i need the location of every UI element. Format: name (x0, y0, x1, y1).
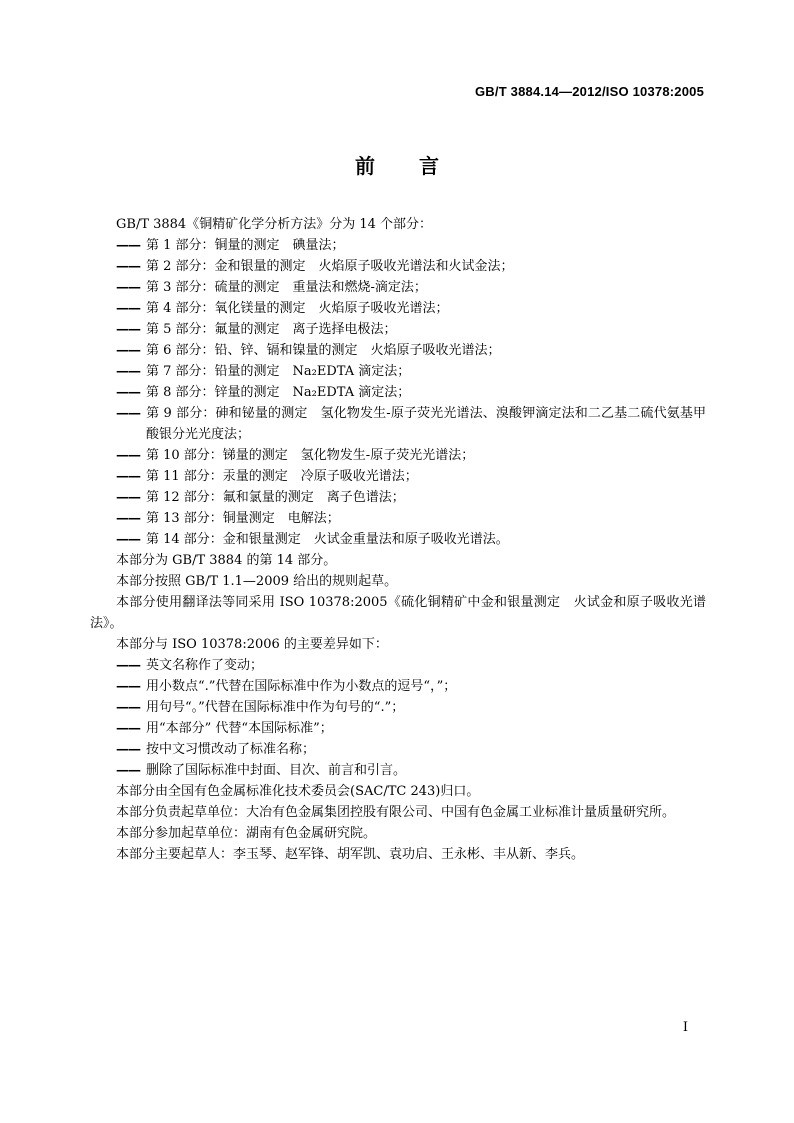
list-item-text: 第 8 部分：锌量的测定 Na₂EDTA 滴定法； (146, 385, 411, 400)
dash-marker: —— (116, 301, 140, 316)
dash-marker: —— (116, 532, 140, 547)
list-item (90, 739, 706, 760)
dash-marker: —— (116, 238, 140, 253)
rules-statement: 本部分按照 GB/T 1.1—2009 给出的规则起草。 (116, 574, 398, 589)
list-item (90, 508, 706, 529)
list-item-text: 第 9 部分：砷和铋量的测定 氢化物发生-原子荧光光谱法、溴酸钾滴定法和二乙基二硫代氨基甲酸银分光光度法； (146, 406, 706, 442)
list-item-text: 用“本部分” 代替“本国际标准”； (146, 721, 333, 736)
list-item (90, 466, 706, 487)
dash-marker: —— (116, 721, 140, 736)
main-drafters-statement: 本部分主要起草人：李玉琴、赵军锋、胡军凯、袁功启、王永彬、丰从新、李兵。 (116, 847, 585, 862)
list-item-text: 第 5 部分：氟量的测定 离子选择电极法； (146, 322, 397, 337)
foreword-body (90, 214, 706, 865)
list-item (90, 760, 706, 781)
list-item (90, 445, 706, 466)
list-item-text: 第 1 部分：铜量的测定 碘量法； (146, 238, 345, 253)
list-item-text: 第 13 部分：铜量测定 电解法； (146, 511, 340, 526)
dash-marker: —— (116, 700, 140, 715)
list-item (90, 382, 706, 403)
part-statement: 本部分为 GB/T 3884 的第 14 部分。 (116, 553, 337, 568)
list-item-text: 第 2 部分：金和银量的测定 火焰原子吸收光谱法和火试金法； (146, 259, 514, 274)
standard-number: GB/T 3884.14—2012/ISO 10378:2005 (475, 84, 704, 99)
list-item-text: 英文名称作了变动； (146, 658, 264, 673)
list-item (90, 298, 706, 319)
list-item (90, 235, 706, 256)
list-item-text: 第 4 部分：氧化镁量的测定 火焰原子吸收光谱法； (146, 301, 449, 316)
dash-marker: —— (116, 658, 140, 673)
dash-marker: —— (116, 763, 140, 778)
list-item-text: 第 10 部分：锑量的测定 氢化物发生-原子荧光光谱法； (146, 448, 475, 463)
dash-marker: —— (116, 259, 140, 274)
dash-marker: —— (116, 679, 140, 694)
dash-marker: —— (116, 364, 140, 379)
page-title: 前言 (355, 154, 483, 178)
list-item (90, 277, 706, 298)
list-item (90, 676, 706, 697)
list-item (90, 529, 706, 550)
differences-list (90, 655, 706, 781)
list-item (90, 655, 706, 676)
list-item (90, 340, 706, 361)
dash-marker: —— (116, 490, 140, 505)
participating-drafter-statement: 本部分参加起草单位：湖南有色金属研究院。 (116, 826, 377, 841)
list-item (90, 697, 706, 718)
dash-marker: —— (116, 742, 140, 757)
list-item (90, 256, 706, 277)
intro-paragraph: GB/T 3884《铜精矿化学分析方法》分为 14 个部分： (116, 217, 433, 232)
dash-marker: —— (116, 406, 140, 421)
list-item (90, 487, 706, 508)
parts-list (90, 235, 706, 550)
list-item (90, 718, 706, 739)
dash-marker: —— (116, 385, 140, 400)
dash-marker: —— (116, 322, 140, 337)
list-item-text: 第 11 部分：汞量的测定 冷原子吸收光谱法； (146, 469, 418, 484)
dash-marker: —— (116, 469, 140, 484)
list-item (90, 361, 706, 382)
list-item-text: 用小数点“.”代替在国际标准中作为小数点的逗号“，”； (146, 679, 457, 694)
list-item-text: 第 3 部分：硫量的测定 重量法和燃烧-滴定法； (146, 280, 427, 295)
page-number: I (682, 1020, 688, 1035)
list-item (90, 319, 706, 340)
dash-marker: —— (116, 280, 140, 295)
dash-marker: —— (116, 448, 140, 463)
list-item-text: 第 12 部分：氟和氯量的测定 离子色谱法； (146, 490, 405, 505)
list-item-text: 删除了国际标准中封面、目次、前言和引言。 (146, 763, 407, 778)
list-item-text: 按中文习惯改动了标准名称； (146, 742, 316, 757)
committee-statement: 本部分由全国有色金属标准化技术委员会(SAC/TC 243)归口。 (116, 784, 480, 799)
dash-marker: —— (116, 511, 140, 526)
differences-intro: 本部分与 ISO 10378:2006 的主要差异如下： (116, 637, 388, 652)
translation-statement: 本部分使用翻译法等同采用 ISO 10378:2005《硫化铜精矿中金和银量测定 火试金和原子吸收光谱法》。 (90, 595, 706, 631)
responsible-drafter-statement: 本部分负责起草单位：大冶有色金属集团控股有限公司、中国有色金属工业标准计量质量研究所。 (116, 805, 676, 820)
list-item-text: 第 6 部分：铅、锌、镉和镍量的测定 火焰原子吸收光谱法； (146, 343, 501, 358)
dash-marker: —— (116, 343, 140, 358)
list-item-text: 第 7 部分：铅量的测定 Na₂EDTA 滴定法； (146, 364, 411, 379)
list-item-text: 第 14 部分：金和银量测定 火试金重量法和原子吸收光谱法。 (146, 532, 509, 547)
list-item-text: 用句号“。”代替在国际标准中作为句号的“.”； (146, 700, 405, 715)
list-item (90, 403, 706, 445)
